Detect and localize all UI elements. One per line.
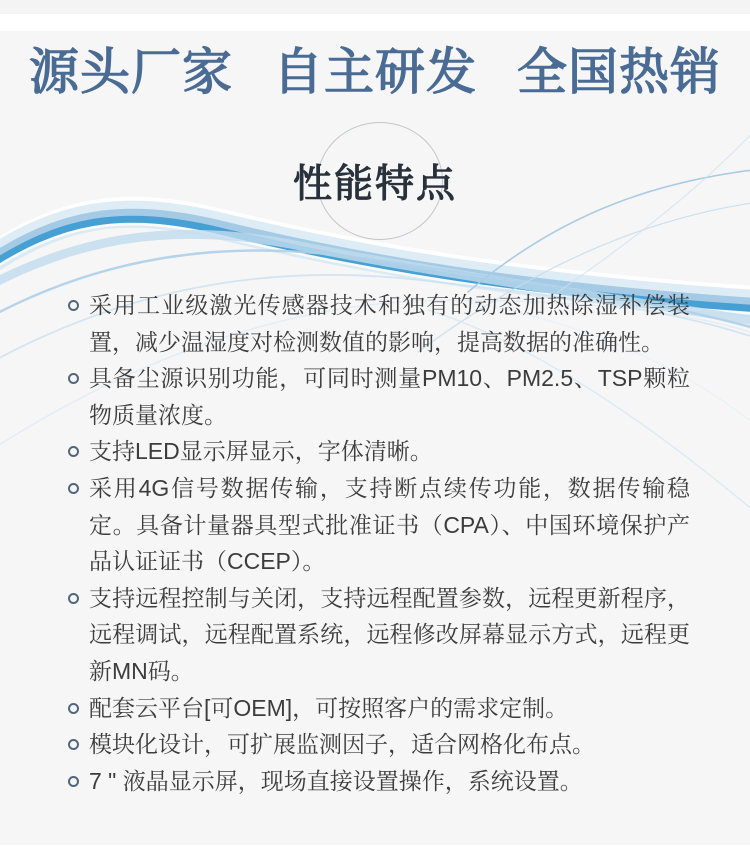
feature-text: 采用工业级激光传感器技术和独有的动态加热除湿补偿装置，减少温湿度对检测数值的影响，提高数据的准确性。 <box>89 292 690 355</box>
feature-text: 支持远程控制与关闭，支持远程配置参数，远程更新程序，远程调试，远程配置系统，远程修改屏幕显示方式，远程更新MN码。 <box>89 584 690 684</box>
feature-item <box>68 726 690 763</box>
bullet-icon <box>68 373 79 384</box>
feature-text: 配套云平台[可OEM]，可按照客户的需求定制。 <box>89 694 569 721</box>
title-part-1: 源头厂家 <box>29 44 233 100</box>
feature-item <box>68 580 690 690</box>
bullet-icon <box>68 483 79 494</box>
bullet-icon <box>68 703 79 714</box>
bullet-icon <box>68 739 79 750</box>
feature-item <box>68 690 690 727</box>
feature-item <box>68 433 690 470</box>
bullet-icon <box>68 446 79 457</box>
feature-text: 采用4G信号数据传输，支持断点续传功能，数据传输稳定。具备计量器具型式批准证书（CPA）、中国环境保护产品认证证书（CCEP）。 <box>89 474 690 575</box>
bullet-icon <box>68 776 79 787</box>
bullet-icon <box>68 593 79 604</box>
feature-item <box>68 360 690 433</box>
bullet-icon <box>68 300 79 311</box>
feature-item <box>68 287 690 360</box>
feature-item <box>68 763 690 800</box>
page-title <box>0 44 750 100</box>
feature-text: 模块化设计，可扩展监测因子，适合网格化布点。 <box>89 731 595 758</box>
feature-text: 支持LED显示屏显示，字体清晰。 <box>89 438 433 465</box>
feature-text: 7 " 液晶显示屏，现场直接设置操作，系统设置。 <box>89 767 583 794</box>
feature-item <box>68 470 690 580</box>
title-part-3: 全国热销 <box>517 44 721 100</box>
title-part-2: 自主研发 <box>273 44 477 100</box>
top-strip <box>0 0 750 14</box>
feature-list <box>68 287 690 799</box>
section-title: 性能特点 <box>292 163 457 206</box>
feature-text: 具备尘源识别功能，可同时测量PM10、PM2.5、TSP颗粒物质量浓度。 <box>89 365 690 428</box>
